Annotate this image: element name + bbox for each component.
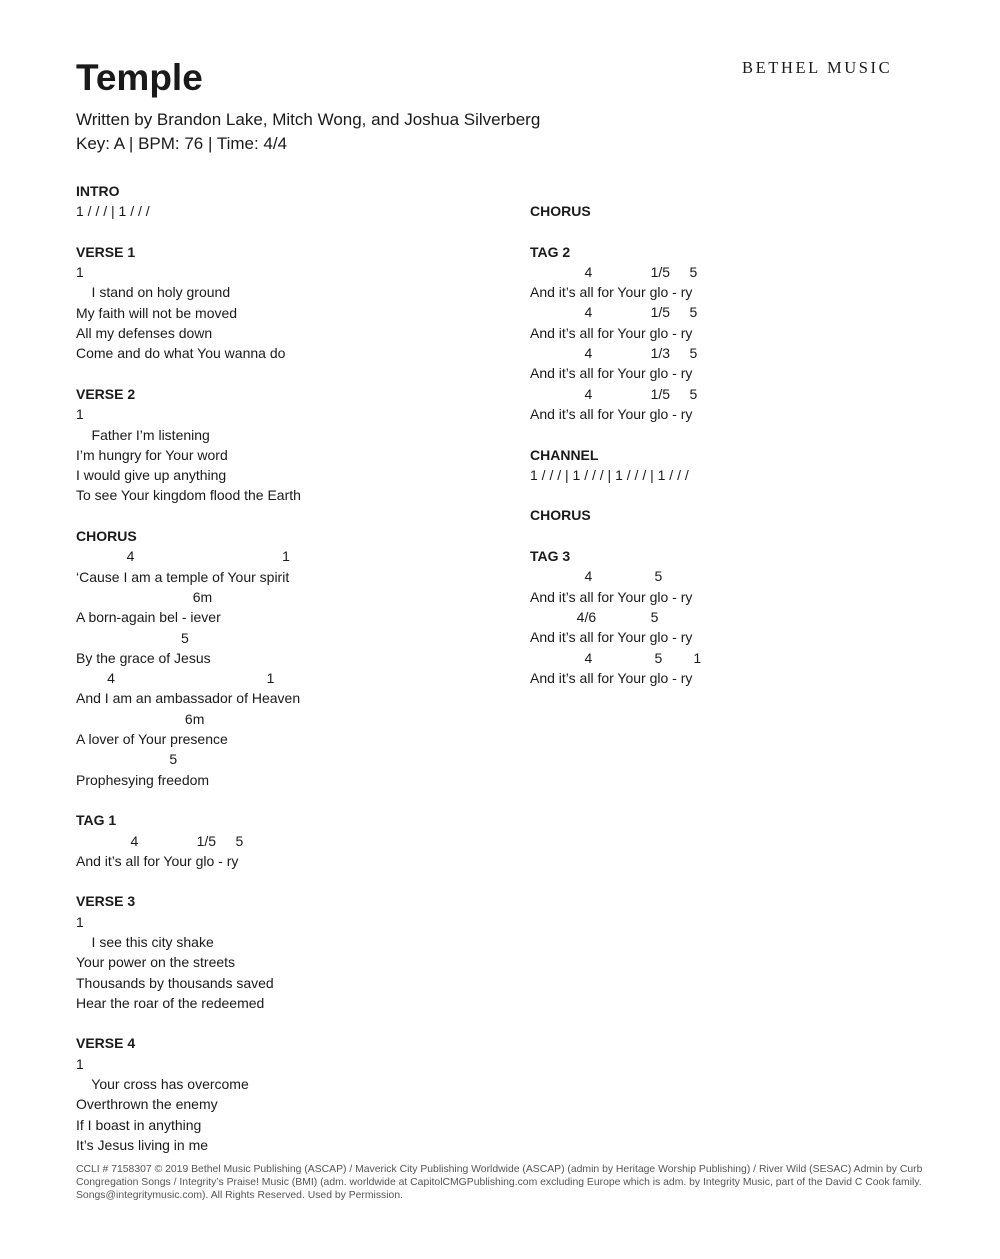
lyric-line: It’s Jesus living in me [76,1136,209,1153]
lyric-line: 1 [76,406,84,423]
lyric-line: 4 5 [530,568,663,585]
lyric-line: If I boast in anything [76,1116,202,1133]
lyric-line: And it’s all for Your glo - ry [76,852,239,869]
section-tag-2 [530,242,950,425]
section-channel [530,445,950,486]
section-tag-1 [76,810,506,871]
lyric-line: By the grace of Jesus [76,649,211,666]
lyric-line: I would give up anything [76,467,227,484]
lyric-line: And I am an ambassador of Heaven [76,690,301,707]
section-title: VERSE 4 [76,1035,136,1052]
section-title: CHORUS [76,528,137,545]
lyric-line: 4 1/5 5 [76,832,244,849]
songwriters: Written by Brandon Lake, Mitch Wong, and Joshua Silverberg [76,110,541,129]
left-column [76,181,506,1176]
lyric-line: 5 [76,629,189,646]
lyric-line: 4 5 1 [530,649,702,666]
lyric-line: 4 1/5 5 [530,263,698,280]
lyric-line: Overthrown the enemy [76,1096,218,1113]
lyric-line: And it’s all for Your glo - ry [530,284,693,301]
lyric-line: 4 1/5 5 [530,385,698,402]
lyric-line: 5 [76,751,178,768]
section-title: VERSE 2 [76,385,136,402]
page-title: Temple [76,57,203,98]
section-title: CHANNEL [530,446,599,463]
section-title: VERSE 3 [76,893,136,910]
lyric-line: To see Your kingdom flood the Earth [76,487,301,504]
section-chorus [76,526,506,790]
publisher-logo: BETHEL MUSIC [742,58,893,77]
section-title: TAG 3 [530,548,571,565]
lyric-line: Hear the roar of the redeemed [76,994,265,1011]
lyric-line: Your power on the streets [76,954,236,971]
section-verse-2 [76,384,506,506]
lyric-line: A lover of Your presence [76,731,228,748]
section-title: INTRO [76,183,120,199]
lyric-line: 4 1 [76,548,290,565]
lyric-line: And it’s all for Your glo - ry [530,405,693,422]
lyric-line: I’m hungry for Your word [76,446,228,463]
lyric-line: I see this city shake [76,933,214,950]
right-column [530,201,950,708]
lyric-line: 1 [76,913,84,930]
lyric-line: Your cross has overcome [76,1076,249,1093]
lyric-line: Thousands by thousands saved [76,974,274,991]
section-title: TAG 2 [530,243,571,260]
lyric-line: 4 1/5 5 [530,304,698,321]
section-verse-4 [76,1033,506,1155]
lyric-line: 6m [76,588,213,605]
lyric-line: My faith will not be moved [76,304,238,321]
lyric-line: And it’s all for Your glo - ry [530,588,693,605]
lyric-line: 4/6 5 [530,608,659,625]
section-chorus [530,201,950,221]
lyric-line: A born-again bel - iever [76,609,221,626]
section-title: TAG 1 [76,812,117,829]
lyric-line: ‘Cause I am a temple of Your spirit [76,568,290,585]
lyric-line: And it’s all for Your glo - ry [530,669,693,686]
lyric-line: And it’s all for Your glo - ry [530,629,693,646]
lyric-line: Come and do what You wanna do [76,345,286,362]
section-chorus [530,505,950,525]
section-verse-3 [76,891,506,1013]
section-title: CHORUS [530,507,591,524]
copyright-footer: CCLI # 7158307 © 2019 Bethel Music Publishing (ASCAP) / Maverick City Publishing Worldwide (ASCAP) (admin by Heritage Worship Publishing) / River Wild (SESAC) Admin by Curb Congregation Songs / Integrity’s Praise! Music (BMI) (adm. worldwide at CapitolCMGPublishing.com excluding Europe which is adm. by Integrity Music, part of the David C Cook family. Songs@integritymusic.com). All Rights Reserved. Used by Permission. [76,1164,923,1201]
lyric-line: And it’s all for Your glo - ry [530,324,693,341]
lyric-line: I stand on holy ground [76,284,231,301]
lyric-line: Father I’m listening [76,426,210,443]
lyric-line: 4 1/3 5 [530,345,698,362]
lyric-line: 1 / / / | 1 / / / | 1 / / / | 1 / / / [530,466,689,483]
lyric-line: And it’s all for Your glo - ry [530,365,693,382]
song-meta: Key: A | BPM: 76 | Time: 4/4 [76,134,288,153]
lyric-line: Prophesying freedom [76,771,210,788]
lyric-line: 1 [76,1055,84,1072]
lyric-line: 6m [76,710,205,727]
lyric-line: All my defenses down [76,325,213,342]
section-title: VERSE 1 [76,243,136,260]
section-intro [76,181,506,222]
section-title: CHORUS [530,203,591,219]
lyric-line: 4 1 [76,670,275,687]
lyric-line: 1 / / / | 1 / / / [76,203,150,220]
section-tag-3 [530,546,950,688]
section-verse-1 [76,242,506,364]
lyric-line: 1 [76,264,84,281]
